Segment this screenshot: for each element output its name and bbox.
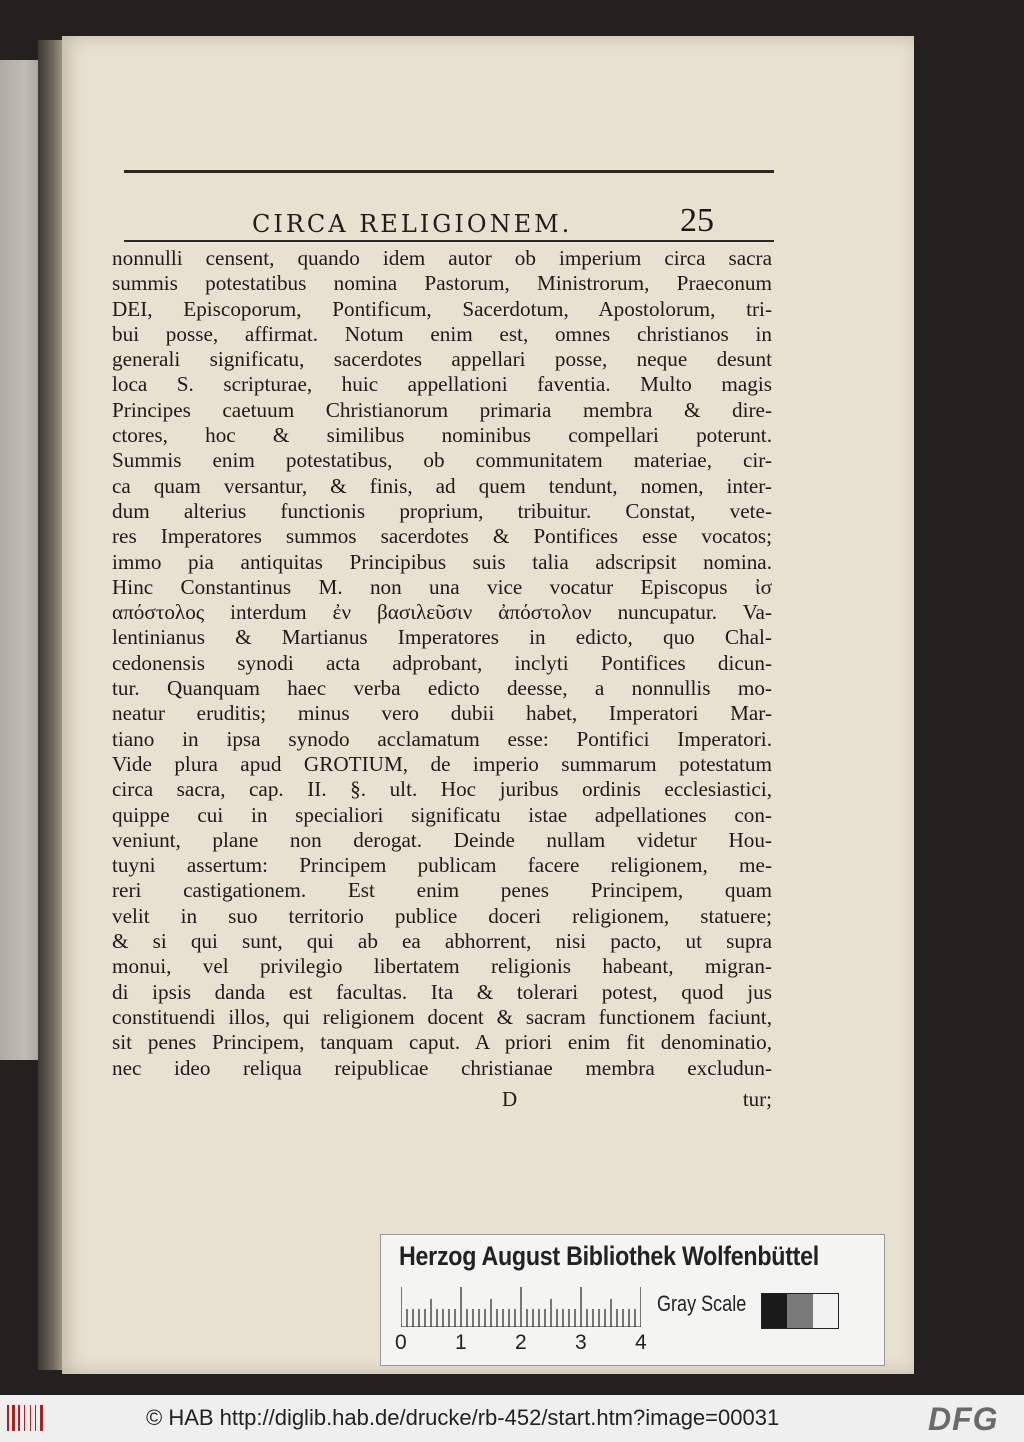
text-line: cedonensis synodi acta adprobant, inclyti Pontifices dicun- bbox=[112, 650, 772, 675]
text-line: monui, vel privilegio libertatem religionis habeant, migran- bbox=[112, 954, 772, 979]
header-underline bbox=[124, 240, 774, 242]
ruler-labels bbox=[395, 1331, 655, 1359]
text-line: dum alterius functionis proprium, tribuitur. Constat, vete- bbox=[112, 498, 772, 523]
body-text bbox=[112, 246, 772, 1081]
text-line: res Imperatores summos sacerdotes & Pontifices esse vocatos; bbox=[112, 524, 772, 549]
dfg-logo: DFG bbox=[928, 1401, 999, 1437]
book-page bbox=[62, 36, 914, 1374]
text-line: immo pia antiquitas Principibus suis talia adscripsit nomina. bbox=[112, 549, 772, 574]
text-line: reri castigationem. Est enim penes Principem, quam bbox=[112, 878, 772, 903]
text-line: & si qui sunt, qui ab ea abhorrent, nisi pacto, ut supra bbox=[112, 929, 772, 954]
running-head: CIRCA RELIGIONEM. bbox=[252, 210, 573, 238]
text-line: tiano in ipsa synodo acclamatum esse: Pontifici Imperatori. bbox=[112, 726, 772, 751]
text-line: sit penes Principem, tanquam caput. A priori enim fit denominatio, bbox=[112, 1030, 772, 1055]
catchword: tur; bbox=[742, 1087, 772, 1111]
library-name: Herzog August Bibliothek Wolfenbüttel bbox=[399, 1241, 820, 1271]
text-line: bui posse, affirmat. Notum enim est, omnes christianos in bbox=[112, 321, 772, 346]
scale-ruler bbox=[401, 1287, 641, 1327]
previous-page-edge bbox=[0, 60, 42, 1060]
ruler-label: 2 bbox=[515, 1331, 527, 1354]
barcode-icon bbox=[6, 1403, 50, 1433]
header-rule bbox=[124, 170, 774, 173]
text-line: DEI, Episcoporum, Pontificum, Sacerdotum, Apostolorum, tri- bbox=[112, 296, 772, 321]
text-line: απόστολος interdum ἐν βασιλεῦσιν ἀπόστολον nuncupatur. Va- bbox=[112, 600, 772, 625]
grayscale-swatches bbox=[761, 1293, 839, 1329]
text-line: Summis enim potestatibus, ob communitatem materiae, cir- bbox=[112, 448, 772, 473]
text-line: Hinc Constantinus M. non una vice vocatur Episcopus ἰσ bbox=[112, 574, 772, 599]
page-number: 25 bbox=[680, 202, 714, 239]
text-line: nec ideo reliqua reipublicae christianae membra excludun- bbox=[112, 1055, 772, 1080]
text-line: quippe cui in specialiori significatu istae adpellationes con- bbox=[112, 802, 772, 827]
ruler-label: 0 bbox=[395, 1331, 407, 1354]
text-line: lentinianus & Martianus Imperatores in edicto, quo Chal- bbox=[112, 625, 772, 650]
text-line: circa sacra, cap. II. §. ult. Hoc juribus ordinis ecclesiastici, bbox=[112, 777, 772, 802]
ruler-label: 4 bbox=[635, 1331, 647, 1354]
text-line: nonnulli censent, quando idem autor ob imperium circa sacra bbox=[112, 246, 772, 270]
text-line: neatur eruditis; minus vero dubii habet, Imperatori Mar- bbox=[112, 701, 772, 726]
signature-line bbox=[112, 1087, 772, 1115]
text-line: summis potestatibus nomina Pastorum, Ministrorum, Praeconum bbox=[112, 271, 772, 296]
text-line: tur. Quanquam haec verba edicto deesse, a nonnullis mo- bbox=[112, 676, 772, 701]
ruler-label: 1 bbox=[455, 1331, 467, 1354]
text-line: velit in suo territorio publice doceri religionem, statuere; bbox=[112, 903, 772, 928]
grayscale-label: Gray Scale bbox=[657, 1291, 747, 1316]
text-line: loca S. scripturae, huic appellationi faventia. Multo magis bbox=[112, 372, 772, 397]
text-line: Principes caetuum Christianorum primaria membra & dire- bbox=[112, 397, 772, 422]
swatch-dark bbox=[762, 1294, 787, 1328]
footer-credit[interactable]: © HAB http://diglib.hab.de/drucke/rb-452/start.htm?image=00031 bbox=[146, 1405, 780, 1430]
ruler-label: 3 bbox=[575, 1331, 587, 1354]
text-line: di ipsis danda est facultas. Ita & tolerari potest, quod jus bbox=[112, 979, 772, 1004]
text-line: veniunt, plane non derogat. Deinde nullam videtur Hou- bbox=[112, 827, 772, 852]
text-line: ca quam versantur, & finis, ad quem tendunt, nomen, inter- bbox=[112, 473, 772, 498]
text-line: generali significatu, sacerdotes appellari posse, neque desunt bbox=[112, 347, 772, 372]
swatch-mid bbox=[787, 1294, 812, 1328]
text-line: Vide plura apud GROTIUM, de imperio summarum potestatum bbox=[112, 751, 772, 776]
footer-bar bbox=[0, 1395, 1024, 1442]
signature-mark: D bbox=[502, 1087, 518, 1111]
text-line: constituendi illos, qui religionem docent & sacram functionem faciunt, bbox=[112, 1004, 772, 1029]
text-line: tuyni assertum: Principem publicam facere religionem, me- bbox=[112, 853, 772, 878]
text-line: ctores, hoc & similibus nominibus compellari poterunt. bbox=[112, 423, 772, 448]
library-color-card bbox=[380, 1234, 885, 1366]
swatch-light bbox=[813, 1294, 838, 1328]
